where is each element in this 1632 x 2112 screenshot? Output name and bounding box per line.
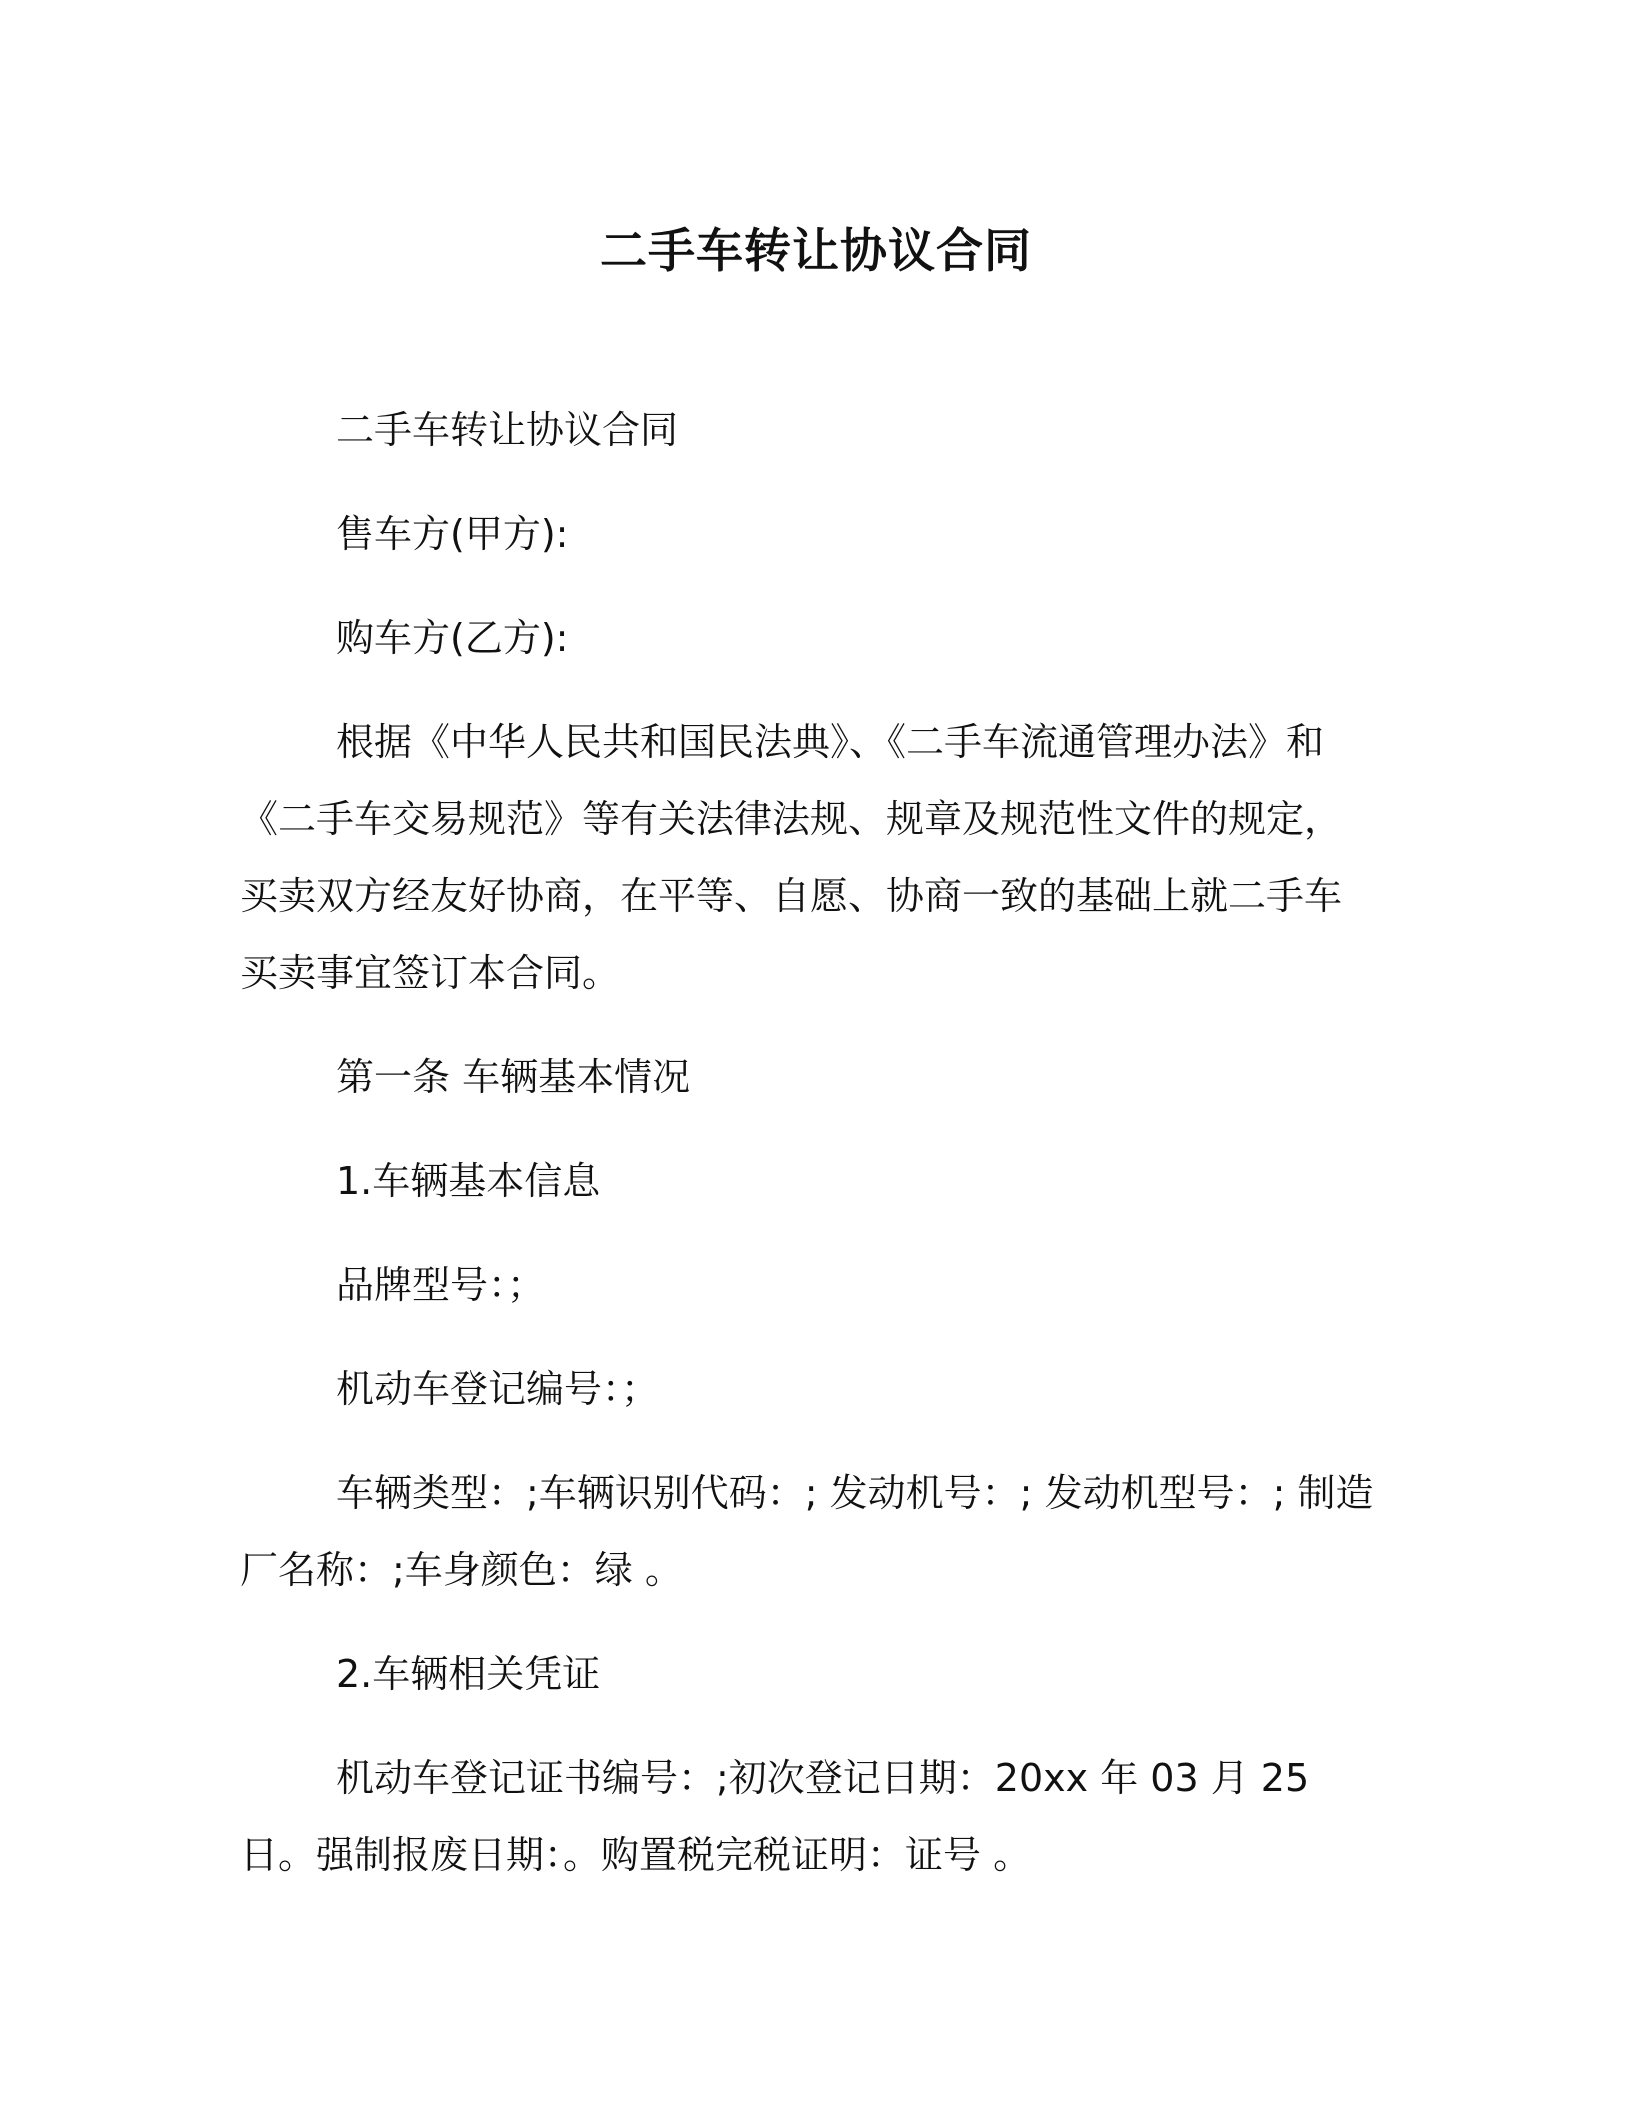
paragraph-seller: 售车方(甲方): [336, 512, 569, 556]
paragraph-vehicle-details: 车辆类型：;车辆识别代码：; 发动机号：; 发动机型号：; 制造厂名称：;车身颜色：绿 。 [240, 1471, 1374, 1592]
paragraph-credentials-heading: 2.车辆相关凭证 [336, 1652, 601, 1696]
paragraph-article-1-heading: 第一条 车辆基本情况 [336, 1055, 691, 1099]
paragraph-preamble: 根据《中华人民共和国民法典》、《二手车流通管理办法》和《二手车交易规范》等有关法律法规、规章及规范性文件的规定，买卖双方经友好协商，在平等、自愿、协商一致的基础上就二手车买卖事宜签订本合同。 [240, 720, 1343, 995]
paragraph-buyer: 购车方(乙方): [336, 616, 569, 660]
paragraph-vehicle-info-heading: 1.车辆基本信息 [336, 1159, 601, 1203]
paragraph-brand-model: 品牌型号：； [336, 1263, 546, 1307]
paragraph-subtitle: 二手车转让协议合同 [336, 408, 679, 452]
document-title: 二手车转让协议合同 [600, 224, 1032, 279]
paragraph-registration-number: 机动车登记编号：； [336, 1367, 660, 1411]
document-body [240, 392, 1375, 1921]
paragraph-credentials-details: 机动车登记证书编号：;初次登记日期：20xx 年 03 月 25 日。强制报废日期：。购置税完税证明：证号 。 [240, 1756, 1310, 1877]
